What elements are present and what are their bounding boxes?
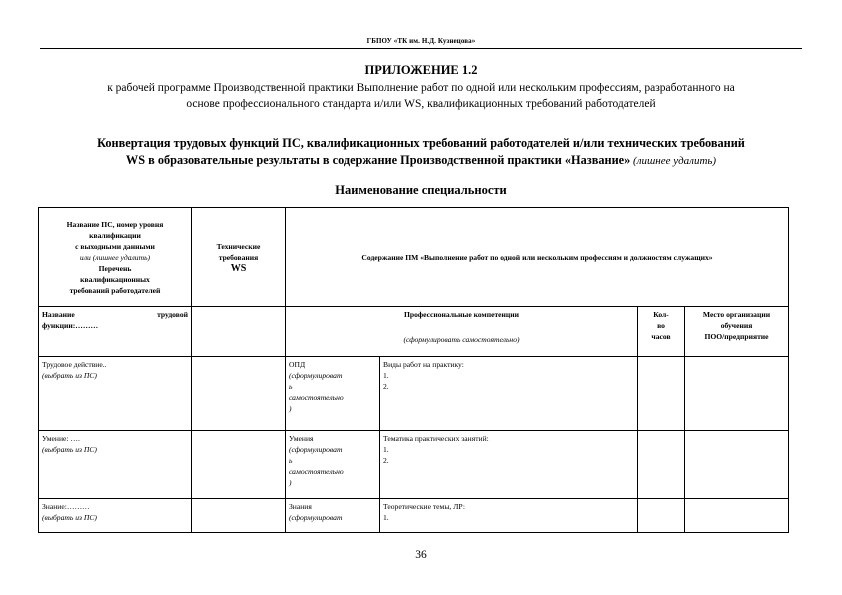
- appendix-subtitle-line: основе профессионального стандарта и/или WS, квалификационных требований работодателей: [186, 98, 656, 110]
- appendix-subtitle: [40, 80, 802, 112]
- row-content-title: Тематика практических занятий:: [383, 434, 489, 443]
- row-hours-cell: [638, 499, 685, 533]
- header-text: с выходными данными: [75, 241, 155, 251]
- subheader-empty-cell: [192, 307, 286, 357]
- subheader-function-line: [42, 309, 188, 320]
- row-code-cell: [286, 357, 380, 431]
- row-content-cell: [380, 357, 638, 431]
- subheader-place-cell: [685, 307, 789, 357]
- header-divider: [40, 48, 802, 49]
- row-ws-cell: [192, 431, 286, 499]
- appendix-subtitle-line: к рабочей программе Производственной практики Выполнение работ по одной или нескольким профессиям, разработанного на: [107, 82, 735, 94]
- header-text: функции:………: [42, 321, 99, 330]
- row-code: ОПД: [289, 360, 306, 369]
- row-code-note: (сформулироват: [289, 371, 343, 380]
- header-text: Перечень: [98, 263, 132, 273]
- header-text: во: [657, 321, 665, 330]
- row-hours-cell: [638, 431, 685, 499]
- table-subheader-row: [39, 307, 789, 357]
- header-text: квалификационных: [80, 274, 150, 284]
- row-code: Умения: [289, 434, 314, 443]
- table-row: [39, 357, 789, 431]
- row-ws-cell: [192, 357, 286, 431]
- row-place-cell: [685, 499, 789, 533]
- row-place-cell: [685, 357, 789, 431]
- appendix-title: ПРИЛОЖЕНИЕ 1.2: [364, 63, 478, 77]
- running-header: ГБПОУ «ТК им. Н.Д. Кузнецова»: [366, 37, 476, 45]
- header-text: Профессиональные компетенции: [403, 310, 520, 319]
- row-code-note: самостоятельно: [289, 393, 344, 402]
- row-label-note: (выбрать из ПС): [42, 445, 97, 454]
- row-code-note: ): [289, 404, 292, 413]
- header-text: Технические: [216, 241, 261, 251]
- header-note: или (лишнее удалить): [79, 252, 151, 262]
- row-ws-cell: [192, 499, 286, 533]
- row-content-cell: [380, 431, 638, 499]
- table-header-row: [39, 208, 789, 307]
- header-note: (сформулировать самостоятельно): [403, 335, 520, 344]
- table-row: [39, 499, 789, 533]
- row-content-item: 2.: [383, 382, 389, 391]
- row-label: Трудовое действие..: [42, 360, 107, 369]
- row-label-cell: [39, 499, 192, 533]
- row-label: Умение: ….: [42, 434, 80, 443]
- header-text: WS: [230, 262, 247, 274]
- row-label-note: (выбрать из ПС): [42, 371, 97, 380]
- conversion-table: [38, 207, 789, 533]
- header-text: Название: [42, 310, 75, 319]
- subheader-function-cell: [39, 307, 192, 357]
- header-text: квалификации: [89, 230, 141, 240]
- row-content-cell: [380, 499, 638, 533]
- row-label: Знание:………: [42, 502, 90, 511]
- row-code-note: (сформулироват: [289, 445, 343, 454]
- row-content-title: Теоретические темы, ЛР:: [383, 502, 465, 511]
- header-text: часов: [651, 332, 671, 341]
- conversion-title-main: WS в образовательные результаты в содержание Производственной практики «Название»: [125, 153, 631, 167]
- row-content-item: 2.: [383, 456, 389, 465]
- row-label-note: (выбрать из ПС): [42, 513, 97, 522]
- table-row: [39, 431, 789, 499]
- row-content-item: 1.: [383, 371, 389, 380]
- row-code-cell: [286, 431, 380, 499]
- page-number: 36: [415, 549, 427, 561]
- row-content-item: 1.: [383, 445, 389, 454]
- header-ws-cell: [192, 208, 286, 307]
- header-text: Название ПС, номер уровня: [66, 219, 164, 229]
- subheader-hours-cell: [638, 307, 685, 357]
- row-content-title: Виды работ на практику:: [383, 360, 464, 369]
- header-text: Кол-: [653, 310, 669, 319]
- subheader-competencies-cell: [286, 307, 638, 357]
- conversion-title-note: (лишнее удалить): [630, 155, 717, 167]
- header-text: требований работодателей: [69, 285, 161, 295]
- header-text: требования: [218, 252, 259, 262]
- header-text: обучения: [720, 321, 753, 330]
- row-code: Знания: [289, 502, 312, 511]
- row-hours-cell: [638, 357, 685, 431]
- row-label-cell: [39, 431, 192, 499]
- row-place-cell: [685, 431, 789, 499]
- row-code-note: (сформулироват: [289, 513, 343, 522]
- conversion-title: [40, 135, 802, 170]
- specialty-title: Наименование специальности: [335, 183, 507, 197]
- row-code-note: ): [289, 478, 292, 487]
- header-text: трудовой: [157, 310, 188, 319]
- row-code-note: ь: [289, 456, 293, 465]
- header-content-cell: Содержание ПМ «Выполнение работ по одной или нескольким профессиям и должностям служащих»: [286, 208, 789, 307]
- row-code-note: ь: [289, 382, 293, 391]
- row-content-item: 1.: [383, 513, 389, 522]
- conversion-title-line: Конвертация трудовых функций ПС, квалификационных требований работодателей и/или технических требований: [97, 136, 745, 150]
- header-standard-cell: [39, 208, 192, 307]
- header-text: ПОО/предприятие: [704, 332, 769, 341]
- conversion-title-line: [40, 152, 802, 170]
- row-code-cell: [286, 499, 380, 533]
- row-code-note: самостоятельно: [289, 467, 344, 476]
- header-text: Место организации: [702, 310, 771, 319]
- row-label-cell: [39, 357, 192, 431]
